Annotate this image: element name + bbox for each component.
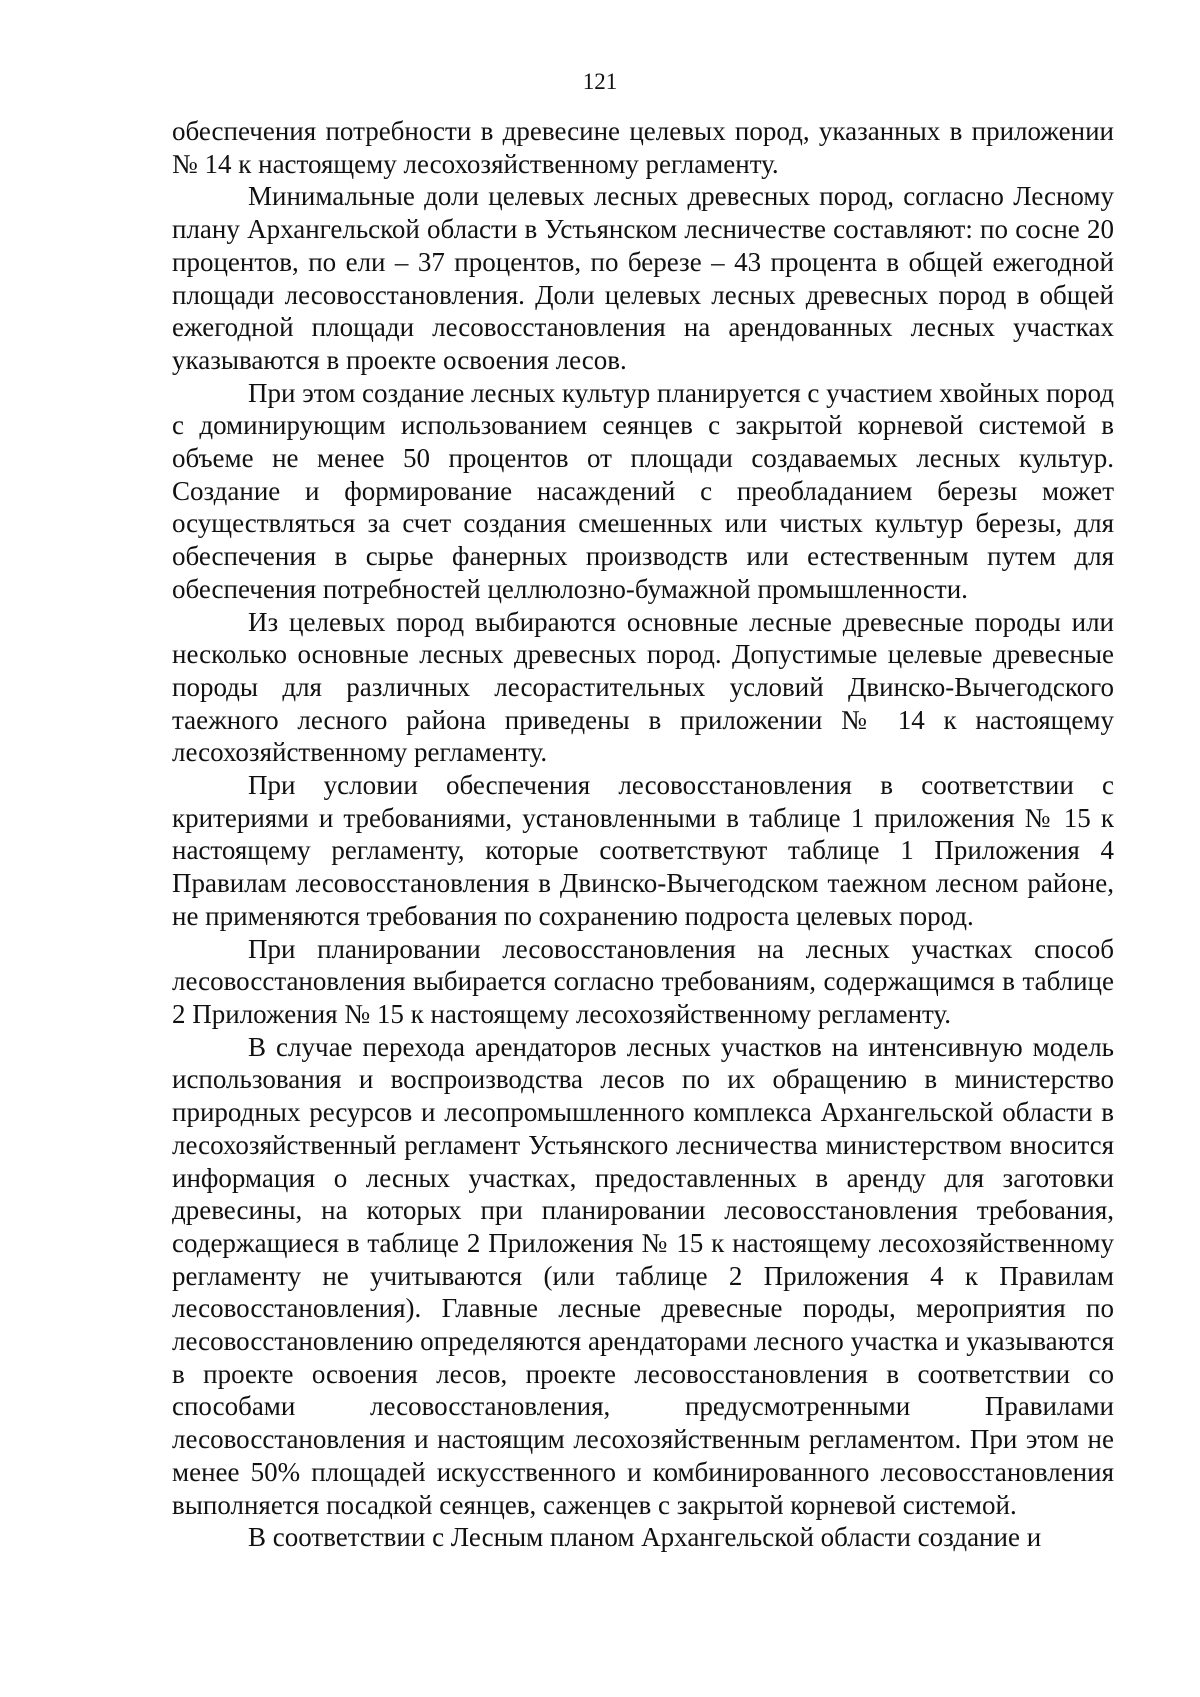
paragraph-reforestation-method: При планировании лесовосстановления на лесных участках способ лесовосстановления выбирается согласно требованиям, содержащимся в таблице 2 Приложения № 15 к настоящему лесохозяйственному регламенту.: [172, 933, 1114, 1029]
paragraph-target-species-shares: Минимальные доли целевых лесных древесных пород, согласно Лесному плану Архангельской области в Устьянском лесничестве составляют: по сосне 20 процентов, по ели – 37 процентов, по березе – 43 процента в общей ежегодной площади лесовосстановления. Доли целевых лесных древесных пород в общей ежегодной площади лесовосстановления на арендованных лесных участках указываются в проекте освоения лесов.: [172, 181, 1114, 375]
paragraph-target-species-selection: Из целевых пород выбираются основные лесные древесные породы или несколько основные лесных древесных пород. Допустимые целевые древесные породы для различных лесорастительных условий Двинско-Вычегодского таежного лесного района приведены в приложении № 14 к настоящему лесохозяйственному регламенту.: [172, 606, 1114, 768]
paragraph-intensive-model: В случае перехода арендаторов лесных участков на интенсивную модель использования и воспроизводства лесов по их обращению в министерство природных ресурсов и лесопромышленного комплекса Архангельской области в лесохозяйственный регламент Устьянского лесничества министерством вносится информация о лесных участках, предоставленных в аренду для заготовки древесины, на которых при планировании лесовосстановления требования, содержащиеся в таблице 2 Приложения № 15 к настоящему лесохозяйственному регламенту не учитываются (или таблице 2 Приложения 4 к Правилам лесовосстановления). Главные лесные древесные породы, мероприятия по лесовосстановлению определяются арендаторами лесного участка и указываются в проекте освоения лесов, проекте лесовосстановления в соответствии со способами лесовосстановления, предусмотренными Правилами лесовосстановления и настоящим лесохозяйственным регламентом. При этом не менее 50% площадей искусственного и комбинированного лесовосстановления выполняется посадкой сеянцев, саженцев с закрытой корневой системой.: [172, 1031, 1114, 1520]
paragraph-forest-cultures: При этом создание лесных культур планируется с участием хвойных пород с доминирующим использованием сеянцев с закрытой корневой системой в объеме не менее 50 процентов от площади создаваемых лесных культур. Создание и формирование насаждений с преобладанием березы может осуществляться за счет создания смешенных или чистых культур березы, для обеспечения в сырье фанерных производств или естественным путем для обеспечения потребностей целлюлозно-бумажной промышленности.: [172, 377, 1114, 604]
paragraph-forest-plan: В соответствии с Лесным планом Архангельской области создание и: [248, 1522, 1042, 1553]
document-body: [172, 115, 1114, 1554]
page-number: 121: [582, 69, 618, 94]
paragraph-undergrowth-requirements: При условии обеспечения лесовосстановления в соответствии с критериями и требованиями, установленными в таблице 1 приложения № 15 к настоящему регламенту, которые соответствуют таблице 1 Приложения 4 Правилам лесовосстановления в Двинско-Вычегодском таежном лесном районе, не применяются требования по сохранению подроста целевых пород.: [172, 770, 1114, 931]
paragraph-continuation: обеспечения потребности в древесине целевых пород, указанных в приложении № 14 к настоящему лесохозяйственному регламенту.: [172, 116, 1114, 179]
